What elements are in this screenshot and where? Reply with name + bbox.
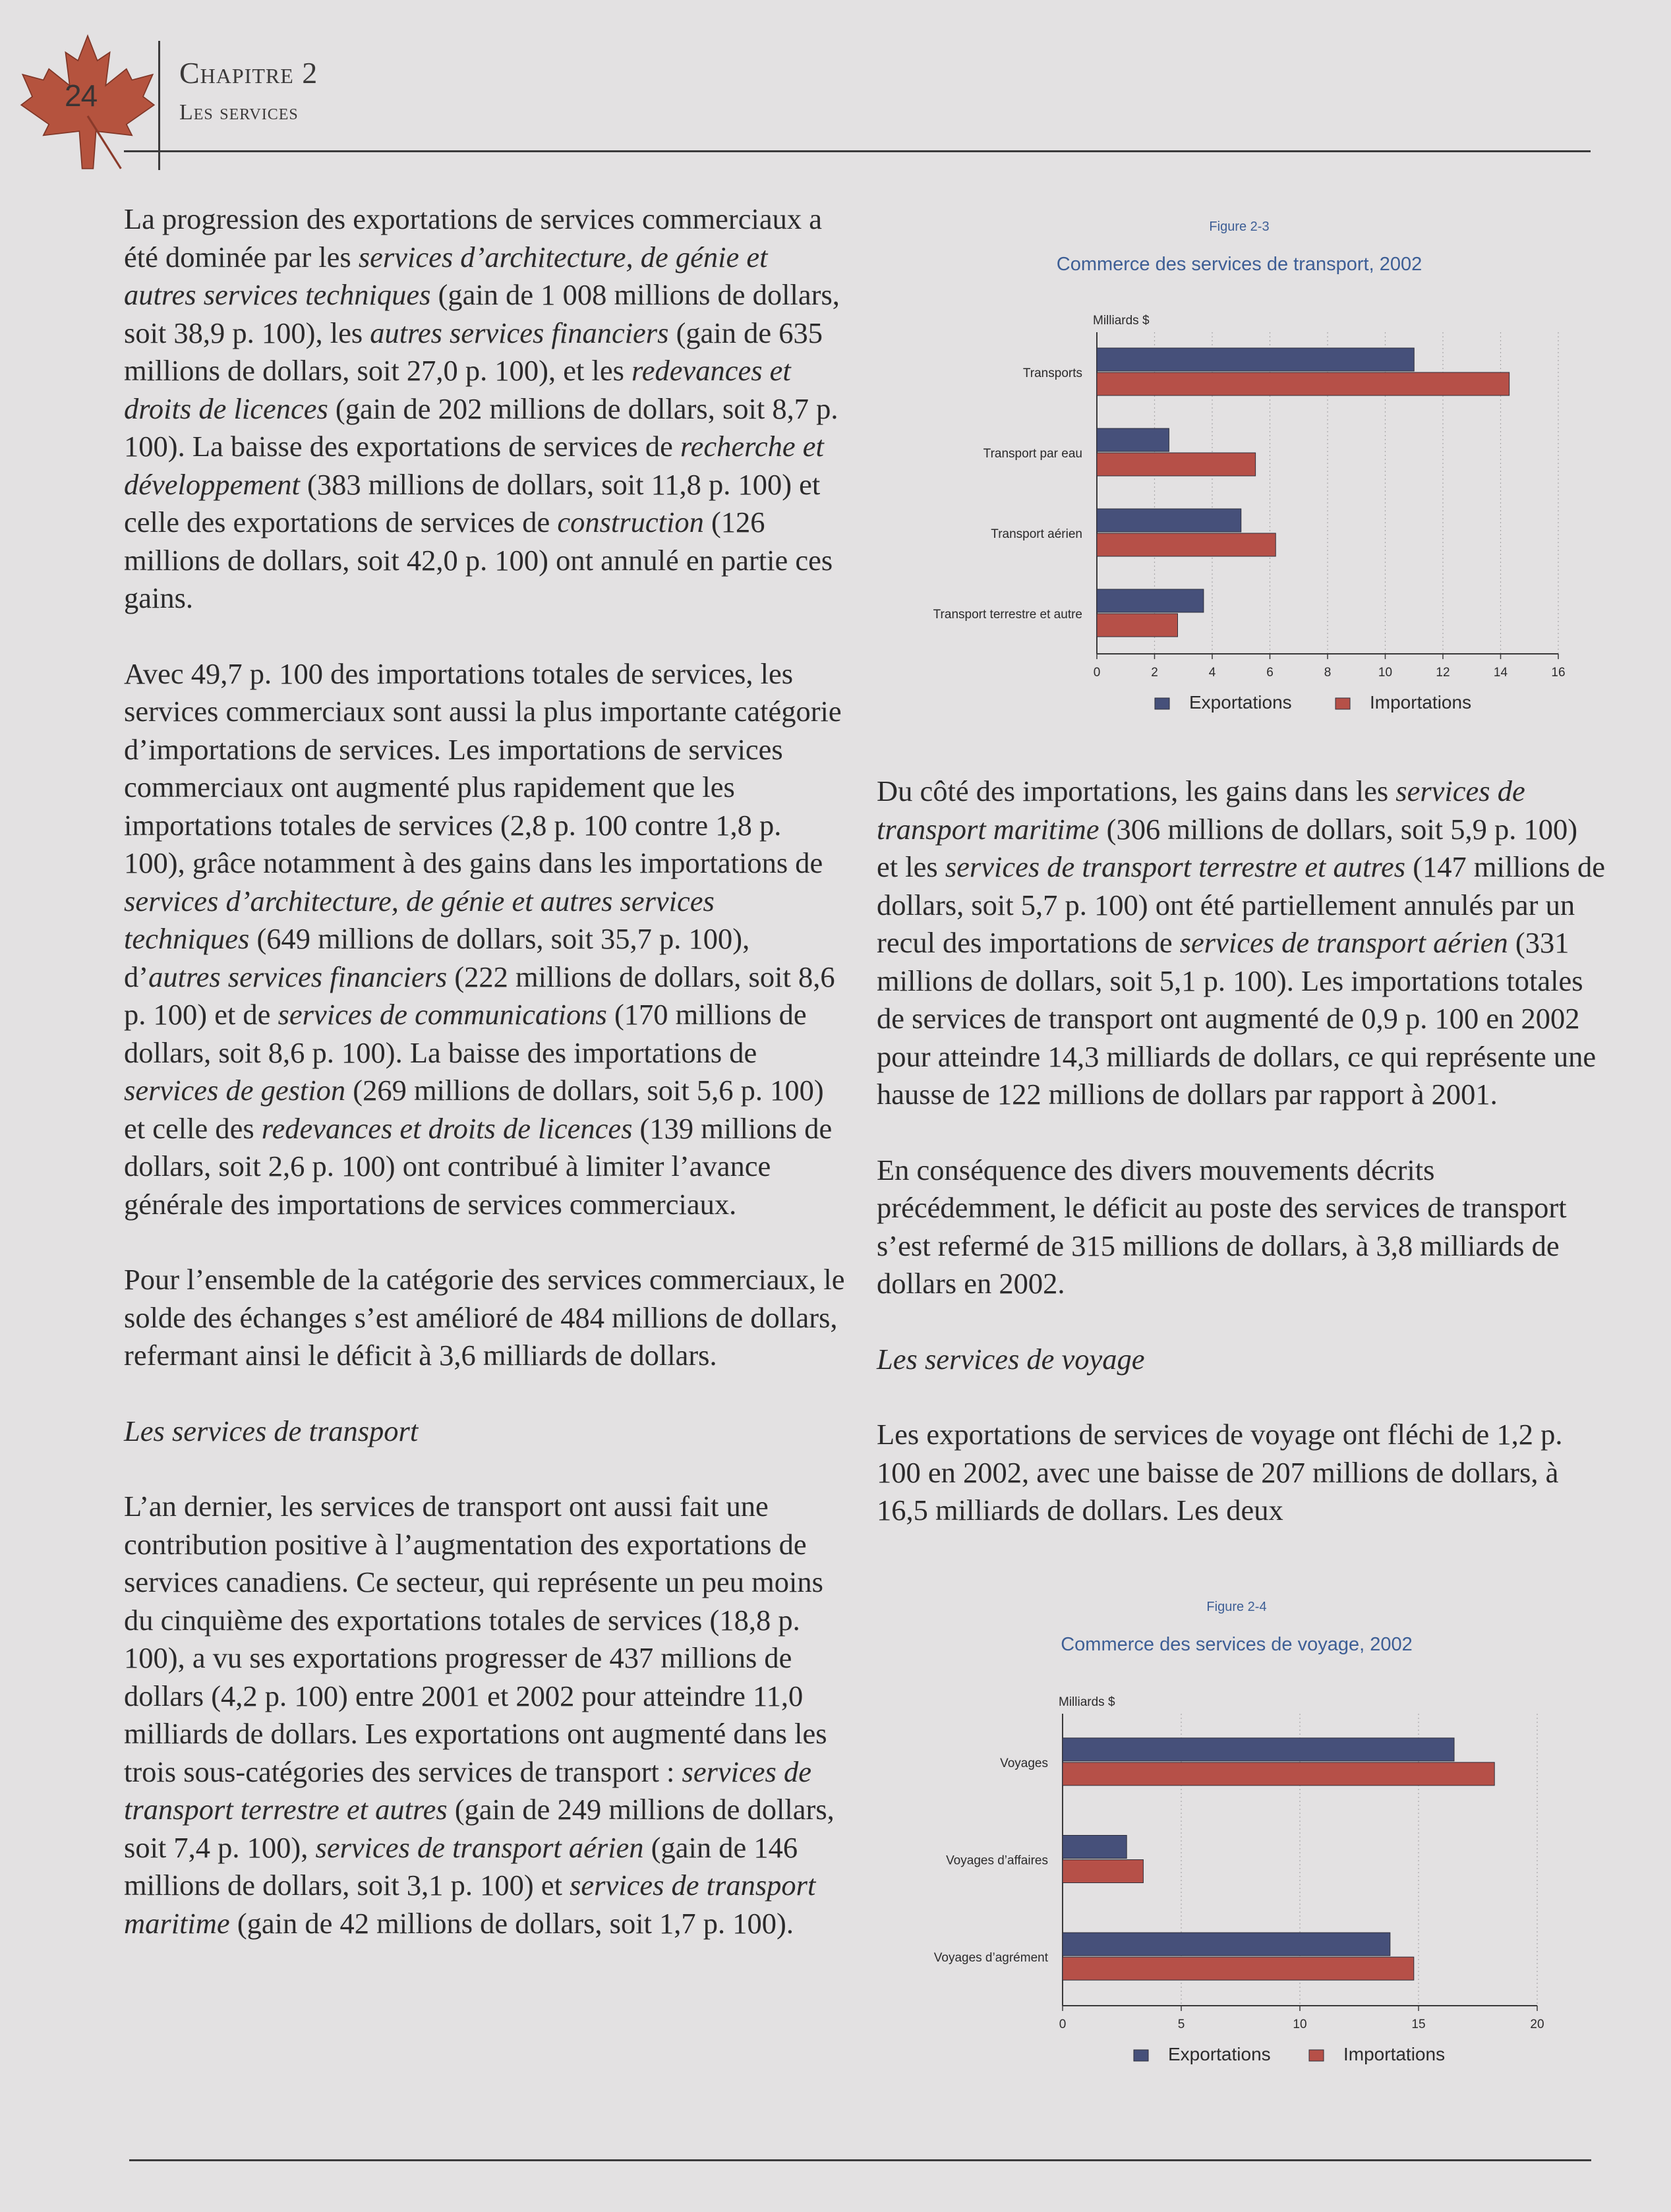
tick-label: 8 [1324,666,1332,680]
text-run: (gain de 202 millions de dollars, soit 8,7 p. 100). La baisse des exportations de services de [124,392,838,463]
category-label: Transports [1022,366,1082,380]
italic-term: redevances et droits de licences [261,1111,633,1145]
paragraph-travel-exports [877,1416,1605,1530]
tick-label: 14 [1493,666,1508,680]
tick-label: 2 [1151,666,1158,680]
tick-label: 15 [1411,2018,1426,2031]
text-run: (649 millions de dollars, soit 35,7 p. 100), d’ [124,922,750,993]
header-rule [124,150,1591,152]
italic-term: autres services financiers [370,316,669,349]
figure-2-4 [883,1588,1582,2089]
text-run: (170 millions de dollars, soit 8,6 p. 100). La baisse des importations de [124,998,807,1069]
italic-term: recherche et développement [124,430,824,501]
tick-label: 16 [1551,666,1566,680]
travel-chart [883,1588,1582,2089]
text-run: (gain de 635 millions de dollars, soit 27,0 p. 100), et les [124,316,823,387]
italic-term: construction [557,506,704,538]
legend-swatch [1155,698,1169,709]
text-run: (222 millions de dollars, soit 8,6 p. 100) et de [124,960,835,1031]
chart-title: Commerce des services de transport, 2002 [1056,254,1422,275]
italic-term: services d’architecture, de génie et autres services techniques [124,884,715,955]
bar-importations [1063,1860,1143,1883]
bar-importations [1097,372,1510,395]
category-label: Voyages [1000,1756,1048,1770]
legend-label: Importations [1370,692,1472,713]
heading-voyage: Les services de voyage [877,1342,1145,1376]
italic-term: services de transport maritime [877,774,1525,846]
category-label: Transport aérien [991,527,1082,541]
text-run: (306 millions de dollars, soit 5,9 p. 100) et les [877,812,1578,883]
tick-label: 5 [1177,2018,1185,2031]
footer-rule [129,2159,1591,2161]
legend-swatch [1309,2050,1324,2061]
category-label: Voyages d’agrément [933,1951,1048,1965]
bar-importations [1097,453,1256,476]
bar-importations [1097,614,1178,637]
legend-swatch [1134,2050,1148,2061]
tick-label: 20 [1530,2018,1544,2031]
bar-exportations [1097,428,1169,451]
italic-term: services de gestion [124,1074,346,1107]
section-title: Les services [179,100,299,125]
bar-importations [1097,533,1275,556]
page-number: 24 [65,78,98,113]
italic-term: services de communications [278,998,607,1031]
text-run: Avec 49,7 p. 100 des importations totales de services, les services commerciaux sont aussi la plus importante catégorie d’importations de services. Les importations de services commerciaux ont augmenté plus rapidement que les importations totales de services (2,8 p. 100 contre 1,8 p. 100), grâce notamment à des gains dans les importations de [124,656,842,879]
category-label: Transport par eau [983,447,1082,461]
paragraph-commercial-exports [124,200,846,618]
bar-exportations [1097,509,1241,532]
bar-importations [1063,1957,1414,1980]
italic-term: redevances et droits de licences [124,354,791,425]
chapter-title: Chapitre 2 [179,56,318,90]
bar-exportations [1097,348,1414,371]
italic-term: services de transport terrestre et autres [124,1755,811,1826]
bar-exportations [1063,1933,1390,1956]
text-run: (gain de 42 millions de dollars, soit 1,7 p. 100). [229,1906,794,1940]
paragraph-commercial-balance [124,1261,846,1375]
text-run: Les exportations de services de voyage ont fléchi de 1,2 p. 100 en 2002, avec une baisse de 207 millions de dollars, à 16,5 milliards de dollars. Les deux [877,1418,1563,1527]
tick-label: 4 [1208,666,1216,680]
text-run: (147 millions de dollars, soit 5,7 p. 100) ont été partiellement annulés par un recul des importations de [877,850,1605,959]
italic-term: services de transport aérien [315,1830,644,1864]
tick-label: 0 [1059,2018,1067,2031]
italic-term: autres services financiers [148,960,448,993]
text-run: Pour l’ensemble de la catégorie des services commerciaux, le solde des échanges s’est amélioré de 484 millions de dollars, refermant ainsi le déficit à 3,6 milliards de dollars. [124,1263,845,1372]
italic-term: services de transport maritime [124,1869,816,1940]
figure-label: Figure 2-4 [1206,1600,1267,1614]
bar-exportations [1063,1738,1454,1761]
bar-importations [1063,1762,1494,1786]
text-run: L’an dernier, les services de transport ont aussi fait une contribution positive à l’augmentation des exportations de services canadiens. Ce secteur, qui représente un peu moins du cinquième des exportations totales de services (18,8 p. 100), a vu ses exportations progresser de 437 millions de dollars (4,2 p. 100) entre 2001 et 2002 pour atteindre 11,0 milliards de dollars. Les exportations ont augmenté dans les trois sous-catégories des services de transport : [124,1490,827,1788]
category-label: Transport terrestre et autre [933,608,1082,622]
text-run: (331 millions de dollars, soit 5,1 p. 100). Les importations totales de services de transport ont augmenté de 0,9 p. 100 en 2002 pour atteindre 14,3 milliards de dollars, ce qui représente une hausse de 122 millions de dollars par rapport à 2001. [877,926,1597,1111]
transport-chart [883,210,1582,730]
chart-title: Commerce des services de voyage, 2002 [1061,1634,1413,1655]
unit-label: Milliards $ [1093,314,1150,328]
figure-label: Figure 2-3 [1209,219,1270,234]
paragraph-commercial-imports [124,655,846,1224]
bar-exportations [1097,589,1204,612]
legend-swatch [1335,698,1350,709]
tick-label: 6 [1266,666,1274,680]
category-label: Voyages d’affaires [946,1853,1048,1868]
legend-label: Exportations [1168,2044,1271,2064]
tick-label: 12 [1436,666,1450,680]
text-run: (139 millions de dollars, soit 2,6 p. 100) ont contribué à limiter l’avance générale des importations de services commerciaux. [124,1111,833,1221]
legend-label: Importations [1343,2044,1446,2064]
tick-label: 10 [1293,2018,1307,2031]
text-run: (269 millions de dollars, soit 5,6 p. 100) et celle des [124,1074,824,1145]
paragraph-transport-deficit [877,1151,1605,1303]
tick-label: 0 [1093,666,1101,680]
text-run: (gain de 1 008 millions de dollars, soit 38,9 p. 100), les [124,278,840,349]
legend-label: Exportations [1189,692,1292,713]
italic-term: services d’architecture, de génie et autres services techniques [124,240,768,311]
text-run: En conséquence des divers mouvements décrits précédemment, le déficit au poste des services de transport s’est refermé de 315 millions de dollars, à 3,8 milliards de dollars en 2002. [877,1153,1567,1300]
text-run: (gain de 249 millions de dollars, soit 7,4 p. 100), [124,1793,835,1864]
italic-term: services de transport aérien [1179,926,1508,959]
bar-exportations [1063,1836,1127,1859]
heading-transport: Les services de transport [124,1414,419,1447]
italic-term: services de transport terrestre et autres [945,850,1406,883]
tick-label: 10 [1378,666,1393,680]
text-run: (gain de 146 millions de dollars, soit 3,1 p. 100) et [124,1830,798,1902]
text-run: La progression des exportations de services commerciaux a été dominée par les [124,202,822,274]
text-run: (126 millions de dollars, soit 42,0 p. 100) ont annulé en partie ces gains. [124,506,833,614]
figure-2-3 [883,210,1582,730]
text-run: Du côté des importations, les gains dans les [877,774,1396,807]
unit-label: Milliards $ [1059,1695,1115,1709]
right-column [877,772,1605,1530]
page-header [0,0,1671,171]
paragraph-transport-exports [124,1488,846,1942]
text-run: (383 millions de dollars, soit 11,8 p. 100) et celle des exportations de services de [124,467,821,538]
paragraph-transport-imports [877,772,1605,1114]
left-column [124,200,846,1942]
